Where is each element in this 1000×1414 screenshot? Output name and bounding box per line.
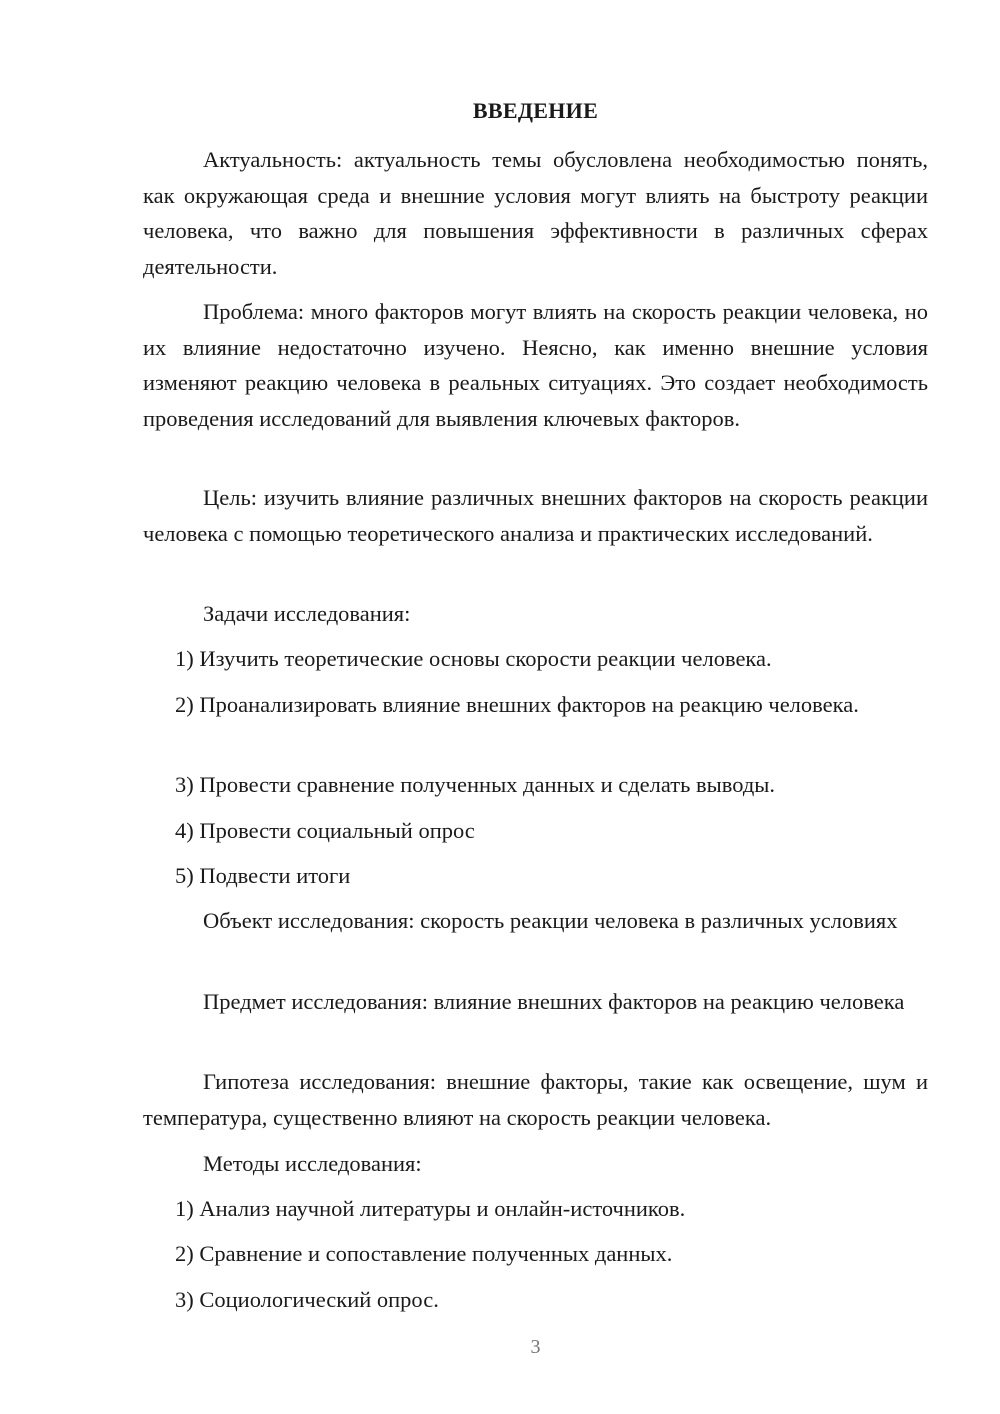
list-item-task-2: 2) Проанализировать влияние внешних факторов на реакцию человека. (175, 692, 859, 717)
list-item-task-5: 5) Подвести итоги (175, 863, 351, 888)
paragraph-goal: Цель: изучить влияние различных внешних факторов на скорость реакции человека с помощью теоретического анализа и практических исследований. (143, 485, 928, 546)
paragraph-subject: Предмет исследования: влияние внешних факторов на реакцию человека (203, 989, 905, 1014)
paragraph-hypothesis: Гипотеза исследования: внешние факторы, такие как освещение, шум и температура, существенно влияют на скорость реакции человека. (143, 1069, 928, 1130)
list-item-task-4: 4) Провести социальный опрос (175, 818, 475, 843)
paragraph-methods-heading: Методы исследования: (203, 1151, 422, 1176)
paragraph-problem: Проблема: много факторов могут влиять на скорость реакции человека, но их влияние недостаточно изучено. Неясно, как именно внешние условия изменяют реакцию человека в реальных ситуациях. Это создает необходимость проведения исследований для выявления ключевых факторов. (143, 299, 928, 431)
page-number: 3 (530, 1336, 541, 1358)
list-item-task-3: 3) Провести сравнение полученных данных и сделать выводы. (175, 772, 776, 797)
list-item-method-1: 1) Анализ научной литературы и онлайн-источников. (175, 1196, 686, 1221)
paragraph-relevance: Актуальность: актуальность темы обусловлена необходимостью понять, как окружающая среда и внешние условия могут влиять на быстроту реакции человека, что важно для повышения эффективности в различных сферах деятельности. (143, 147, 928, 279)
page-title: ВВЕДЕНИЕ (472, 98, 599, 123)
list-item-task-1: 1) Изучить теоретические основы скорости реакции человека. (175, 646, 772, 671)
list-item-method-2: 2) Сравнение и сопоставление полученных данных. (175, 1241, 673, 1266)
document-page (143, 0, 928, 1414)
paragraph-object: Объект исследования: скорость реакции человека в различных условиях (203, 908, 898, 933)
list-item-method-3: 3) Социологический опрос. (175, 1287, 439, 1312)
paragraph-tasks-heading: Задачи исследования: (203, 601, 411, 626)
